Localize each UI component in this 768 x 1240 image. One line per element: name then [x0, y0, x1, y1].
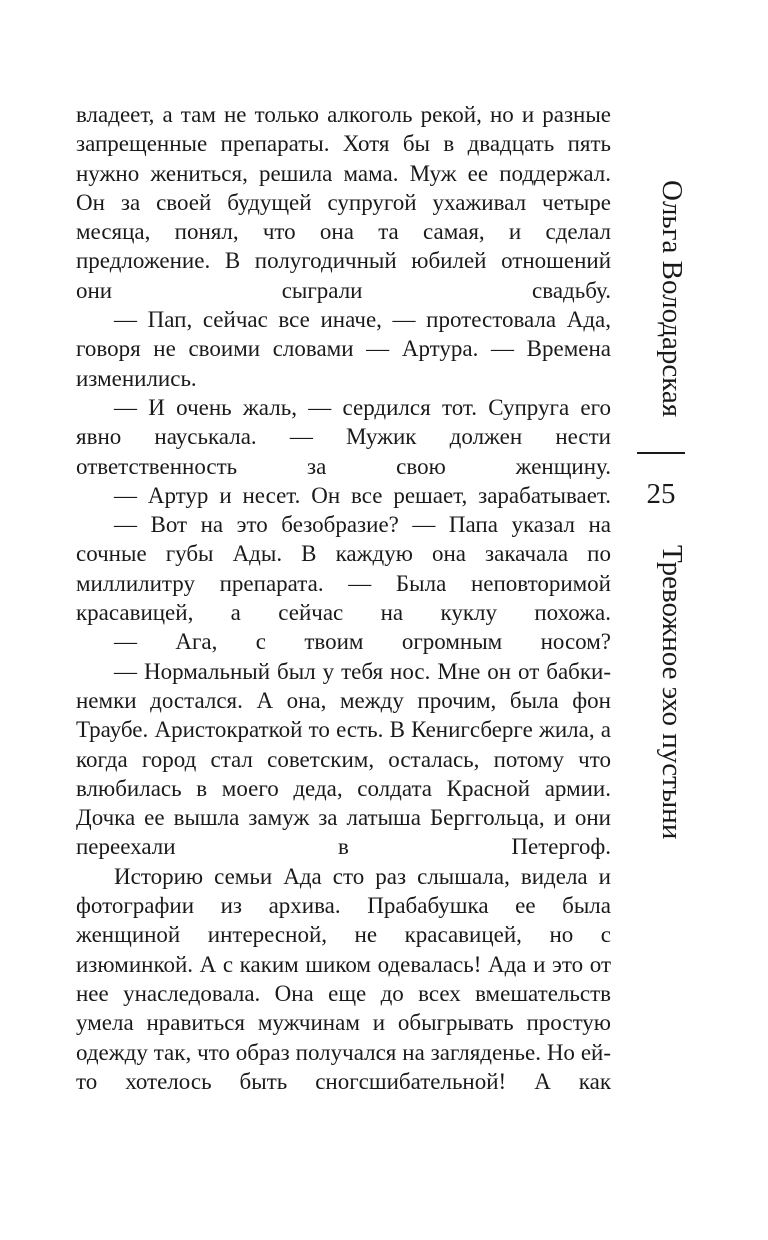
running-head-author: Ольга Володарская — [656, 180, 688, 418]
page-number: 25 — [646, 478, 676, 510]
paragraph-3: — И очень жаль, — сердился тот. Супруга его явно науськала. — Мужик должен нести ответственность за свою женщину. — [76, 394, 611, 479]
page-body-text — [76, 100, 611, 1096]
folio-divider — [637, 452, 685, 454]
paragraph-8: Историю семьи Ада сто раз слышала, видела и фотографии из архива. Прабабушка ее была женщиной интересной, не красавицей, но с изюминкой. А с каким шиком одевалась! Ада и это от нее унаследовала. Она еще до всех вмешательств умела нравиться мужчинам и обыгрывать простую одежду так, что образ получался на загляденье. Но ей-то хотелось быть сногсшибательной! А как — [76, 863, 611, 1094]
paragraph-1: владеет, а там не только алкоголь рекой, но и разные запрещенные препараты. Хотя бы в двадцать пять нужно жениться, решила мама. Муж ее поддержал. Он за своей будущей супругой ухаживал четыре месяца, понял, что она та самая, и сделал предложение. В полугодичный юбилей отношений они сыграли свадьбу. — [76, 102, 611, 303]
paragraph-6: — Ага, с твоим огромным носом? — [114, 629, 611, 655]
paragraph-4: — Артур и несет. Он все решает, зарабатывает. — [114, 482, 611, 508]
paragraph-2: — Пап, сейчас все иначе, — протестовала Ада, говоря не своими словами — Артура. — Времена изменились. — [76, 307, 611, 391]
paragraph-5: — Вот на это безобразие? — Папа указал на сочные губы Ады. В каждую она закачала по миллилитру препарата. — Была неповторимой красавицей, а сейчас на куклу похожа. — [76, 512, 611, 626]
paragraph-7: — Нормальный был у тебя нос. Мне он от бабки-немки достался. А она, между прочим, была фон Траубе. Аристократкой то есть. В Кенигсберге жила, а когда город стал советским, осталась, потому что влюбилась в моего деда, солдата Красной армии. Дочка ее вышла замуж за латыша Берггольца, и они переехали в Петергоф. — [76, 658, 611, 860]
running-head-title: Тревожное эхо пустыни — [656, 545, 688, 840]
running-head-sidebar — [636, 180, 696, 870]
